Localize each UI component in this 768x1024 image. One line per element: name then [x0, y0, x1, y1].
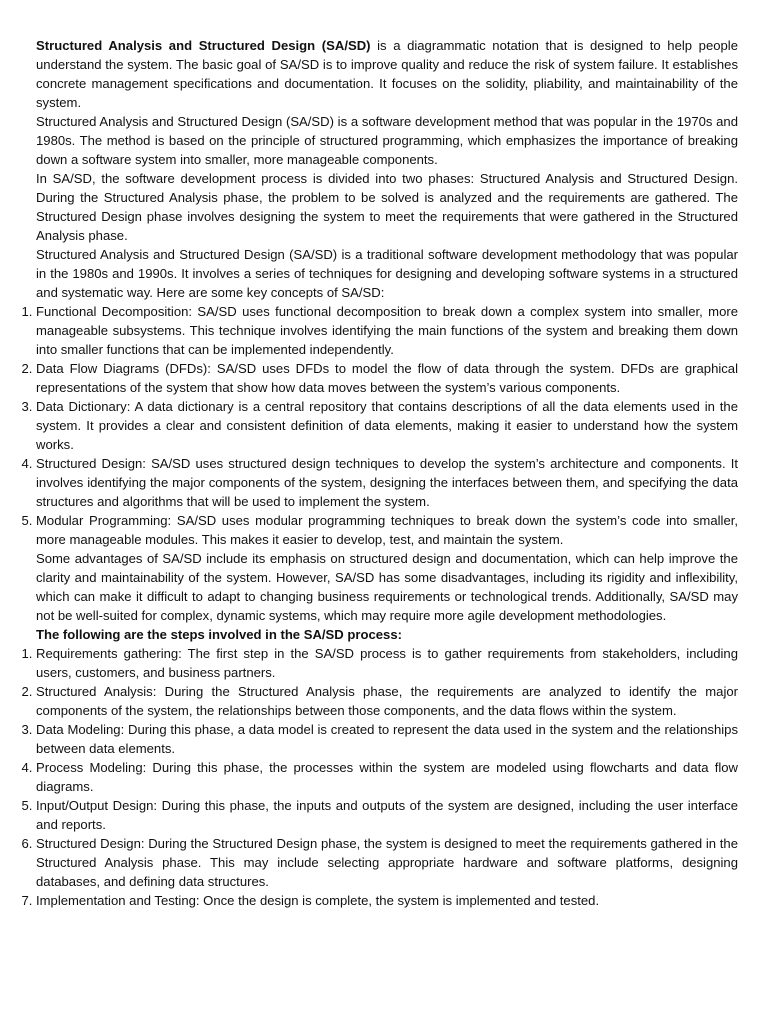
step-item: 6. Structured Design: During the Structured Design phase, the system is designed to meet the requirements gathered in the Structured Analysis phase. This may include selecting appropriate hardware and software platforms, designing databases, and defining data structures. [36, 834, 738, 891]
step-item: 4. Process Modeling: During this phase, the processes within the system are modeled using flowcharts and data flow diagrams. [36, 758, 738, 796]
intro-paragraph-1-text: is a diagrammatic notation that is designed to help people understand the system. The basic goal of SA/SD is to improve quality and reduce the risk of system failure. It establishes concrete management specifications and documentation. It focuses on the solidity, pliability, and maintainability of the system. [36, 38, 738, 110]
steps-heading: The following are the steps involved in the SA/SD process: [36, 627, 402, 642]
concept-item: 2. Data Flow Diagrams (DFDs): SA/SD uses DFDs to model the flow of data through the system. DFDs are graphical representations of the system that show how data moves between the system’s various components. [36, 359, 738, 397]
document-body [0, 36, 768, 910]
step-item: 3. Data Modeling: During this phase, a data model is created to represent the data used in the system and the relationships between data elements. [36, 720, 738, 758]
advantages-paragraph: Some advantages of SA/SD include its emphasis on structured design and documentation, which can help improve the clarity and maintainability of the system. However, SA/SD has some disadvantages, including its rigidity and inflexibility, which can make it difficult to adapt to changing business requirements or technological trends. Additionally, SA/SD may not be well-suited for complex, dynamic systems, which may require more agile development methodologies. [36, 551, 738, 623]
process-steps-list [0, 644, 768, 910]
key-concepts-list [0, 302, 768, 549]
step-item: 7. Implementation and Testing: Once the design is complete, the system is implemented and tested. [36, 891, 738, 910]
concept-item: 5. Modular Programming: SA/SD uses modular programming techniques to break down the system’s code into smaller, more manageable modules. This makes it easier to develop, test, and maintain the system. [36, 511, 738, 549]
step-item: 1. Requirements gathering: The first step in the SA/SD process is to gather requirements from stakeholders, including users, customers, and business partners. [36, 644, 738, 682]
concept-item: 3. Data Dictionary: A data dictionary is a central repository that contains descriptions of all the data elements used in the system. It provides a clear and consistent definition of data elements, making it easier to understand how the system works. [36, 397, 738, 454]
intro-paragraph-3: In SA/SD, the software development process is divided into two phases: Structured Analysis and Structured Design. During the Structured Analysis phase, the problem to be solved is analyzed and the requirements are gathered. The Structured Design phase involves designing the system to meet the requirements that were gathered in the Structured Analysis phase. [36, 171, 738, 243]
intro-paragraph-4: Structured Analysis and Structured Design (SA/SD) is a traditional software development methodology that was popular in the 1980s and 1990s. It involves a series of techniques for designing and developing software systems in a structured and systematic way. Here are some key concepts of SA/SD: [36, 247, 738, 300]
intro-paragraph-1 [0, 36, 768, 112]
intro-paragraph-2: Structured Analysis and Structured Design (SA/SD) is a software development method that was popular in the 1970s and 1980s. The method is based on the principle of structured programming, which emphasizes the importance of breaking down a software system into smaller, more manageable components. [36, 114, 738, 167]
step-item: 5. Input/Output Design: During this phase, the inputs and outputs of the system are designed, including the user interface and reports. [36, 796, 738, 834]
step-item: 2. Structured Analysis: During the Structured Analysis phase, the requirements are analyzed to identify the major components of the system, the relationships between those components, and the data flows within the system. [36, 682, 738, 720]
concept-item: 1. Functional Decomposition: SA/SD uses functional decomposition to break down a complex system into smaller, more manageable subsystems. This technique involves identifying the main functions of the system and breaking them down into smaller functions that can be implemented independently. [36, 302, 738, 359]
concept-item: 4. Structured Design: SA/SD uses structured design techniques to develop the system’s architecture and components. It involves identifying the major components of the system, designing the interfaces between them, and specifying the data structures and algorithms that will be used to implement the system. [36, 454, 738, 511]
intro-lead-term: Structured Analysis and Structured Design (SA/SD) [36, 38, 371, 53]
